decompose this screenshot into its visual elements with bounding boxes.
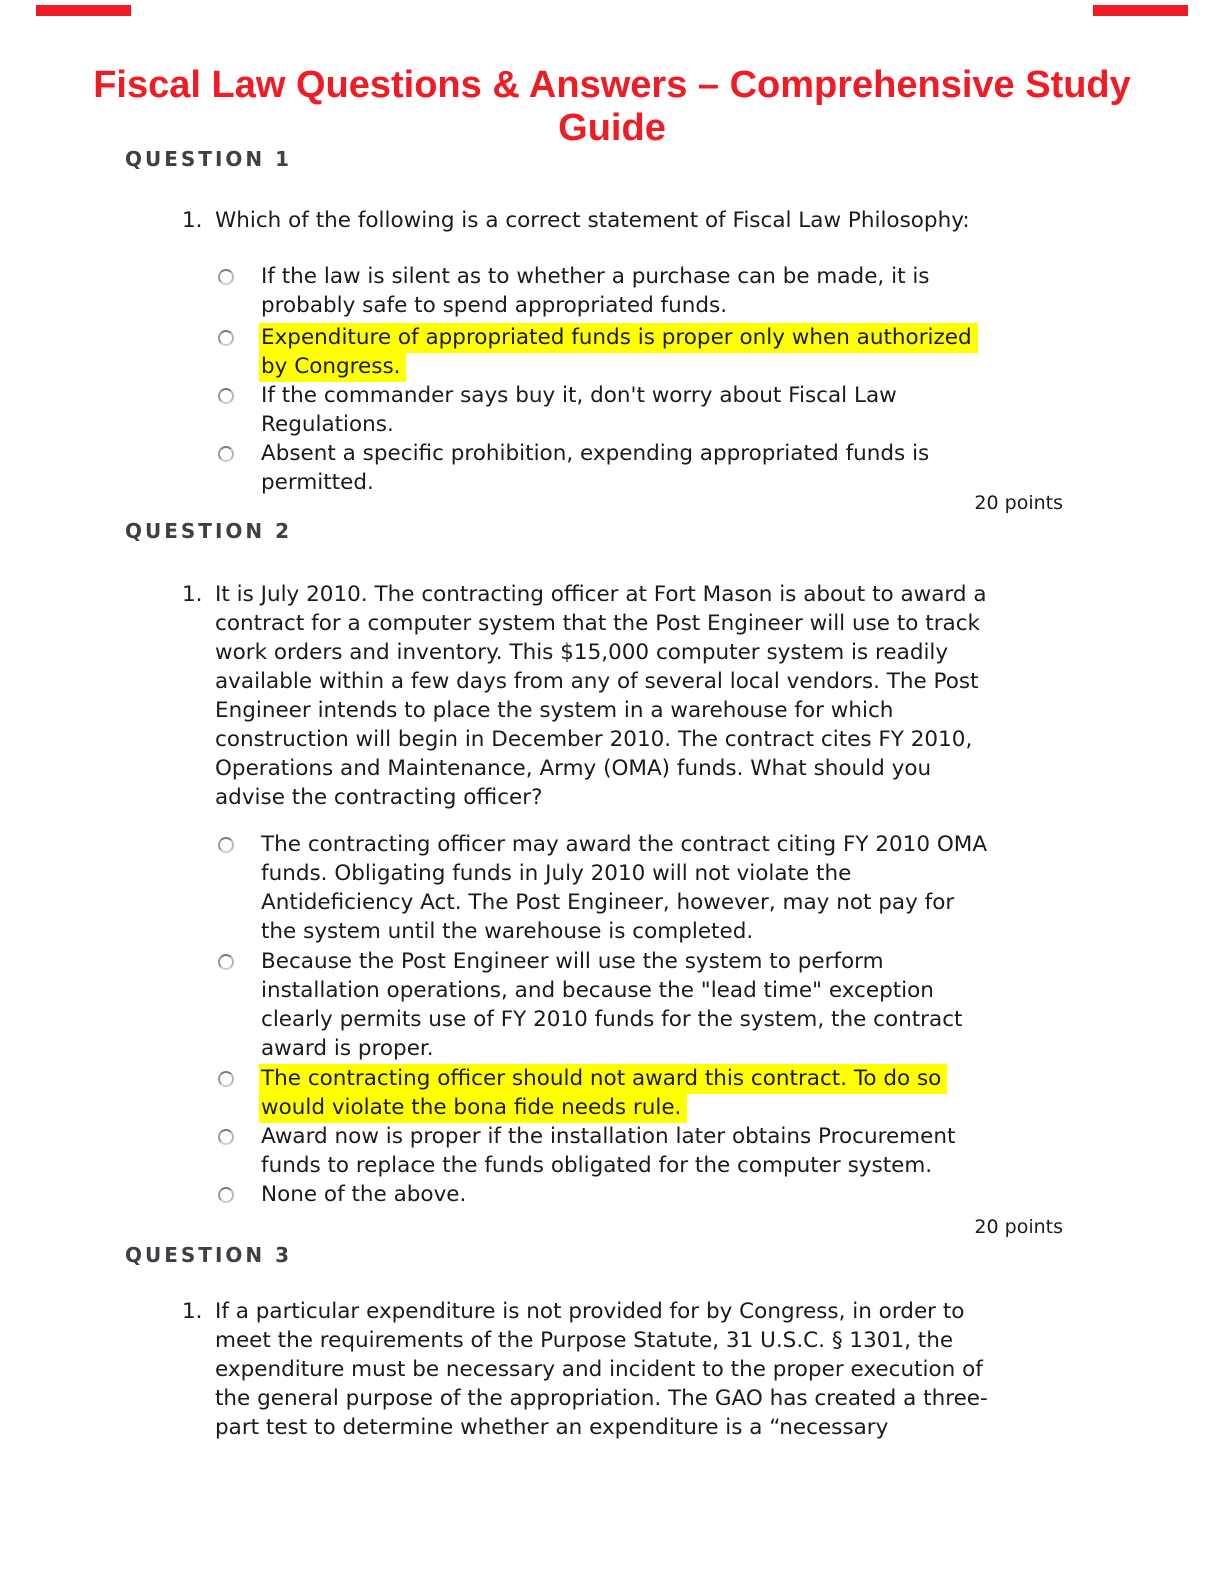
option-line-highlighted: The contracting officer should not award this contract. To do so — [259, 1064, 947, 1094]
list-number: 1. — [182, 1299, 203, 1324]
list-number: 1. — [182, 208, 203, 233]
option-line: permitted. — [261, 470, 374, 495]
option-line: Because the Post Engineer will use the system to perform — [261, 949, 884, 974]
option-line: probably safe to spend appropriated funds. — [261, 293, 728, 318]
question-3-header: QUESTION 3 — [125, 1243, 293, 1267]
stem-line: work orders and inventory. This $15,000 computer system is readily — [215, 640, 949, 665]
stem-line: construction will begin in December 2010. The contract cites FY 2010, — [215, 727, 973, 752]
stem-line: meet the requirements of the Purpose Statute, 31 U.S.C. § 1301, the — [215, 1328, 954, 1353]
option-line: funds to replace the funds obligated for the computer system. — [261, 1153, 933, 1178]
stem-line: If a particular expenditure is not provided for by Congress, in order to — [215, 1299, 965, 1324]
points-label: 20 points — [974, 492, 1063, 514]
stem-line: expenditure must be necessary and incident to the proper execution of — [215, 1357, 983, 1382]
stem-line: part test to determine whether an expenditure is a “necessary — [215, 1415, 889, 1440]
option-line: None of the above. — [261, 1182, 467, 1207]
stem-line: the general purpose of the appropriation. The GAO has created a three- — [215, 1386, 988, 1411]
stem-line: contract for a computer system that the Post Engineer will use to track — [215, 611, 981, 636]
option-line: If the law is silent as to whether a purchase can be made, it is — [261, 264, 930, 289]
list-number: 1. — [182, 582, 203, 607]
stem-line: Operations and Maintenance, Army (OMA) funds. What should you — [215, 756, 932, 781]
stem-line: Engineer intends to place the system in a warehouse for which — [215, 698, 894, 723]
option-line-highlighted: would violate the bona fide needs rule. — [259, 1093, 687, 1123]
option-line: Award now is proper if the installation later obtains Procurement — [261, 1124, 956, 1149]
option-line: clearly permits use of FY 2010 funds for the system, the contract — [261, 1007, 963, 1032]
points-label: 20 points — [974, 1216, 1063, 1238]
stem-line: Which of the following is a correct statement of Fiscal Law Philosophy: — [215, 208, 970, 233]
option-line: Regulations. — [261, 412, 394, 437]
option-line: The contracting officer may award the contract citing FY 2010 OMA — [261, 832, 988, 857]
stem-line: advise the contracting officer? — [215, 785, 543, 810]
option-line: installation operations, and because the "lead time" exception — [261, 978, 934, 1003]
option-line: If the commander says buy it, don't worry about Fiscal Law — [261, 383, 897, 408]
question-2-header: QUESTION 2 — [125, 519, 293, 543]
option-line-highlighted: by Congress. — [259, 352, 406, 382]
option-line: the system until the warehouse is completed. — [261, 919, 754, 944]
option-line: award is proper. — [261, 1036, 434, 1061]
option-line: Absent a specific prohibition, expending appropriated funds is — [261, 441, 930, 466]
page-title-line-1: Fiscal Law Questions & Answers – Comprehensive Study — [93, 64, 1131, 106]
question-1-header: QUESTION 1 — [125, 147, 293, 171]
option-line-highlighted: Expenditure of appropriated funds is proper only when authorized — [259, 323, 978, 353]
stem-line: It is July 2010. The contracting officer at Fort Mason is about to award a — [215, 582, 987, 607]
option-line: funds. Obligating funds in July 2010 will not violate the — [261, 861, 852, 886]
page-title-line-2: Guide — [558, 107, 666, 149]
question-3-stem — [182, 1297, 988, 1442]
stem-line: available within a few days from any of several local vendors. The Post — [215, 669, 979, 694]
option-line: Antideficiency Act. The Post Engineer, however, may not pay for — [261, 890, 955, 915]
